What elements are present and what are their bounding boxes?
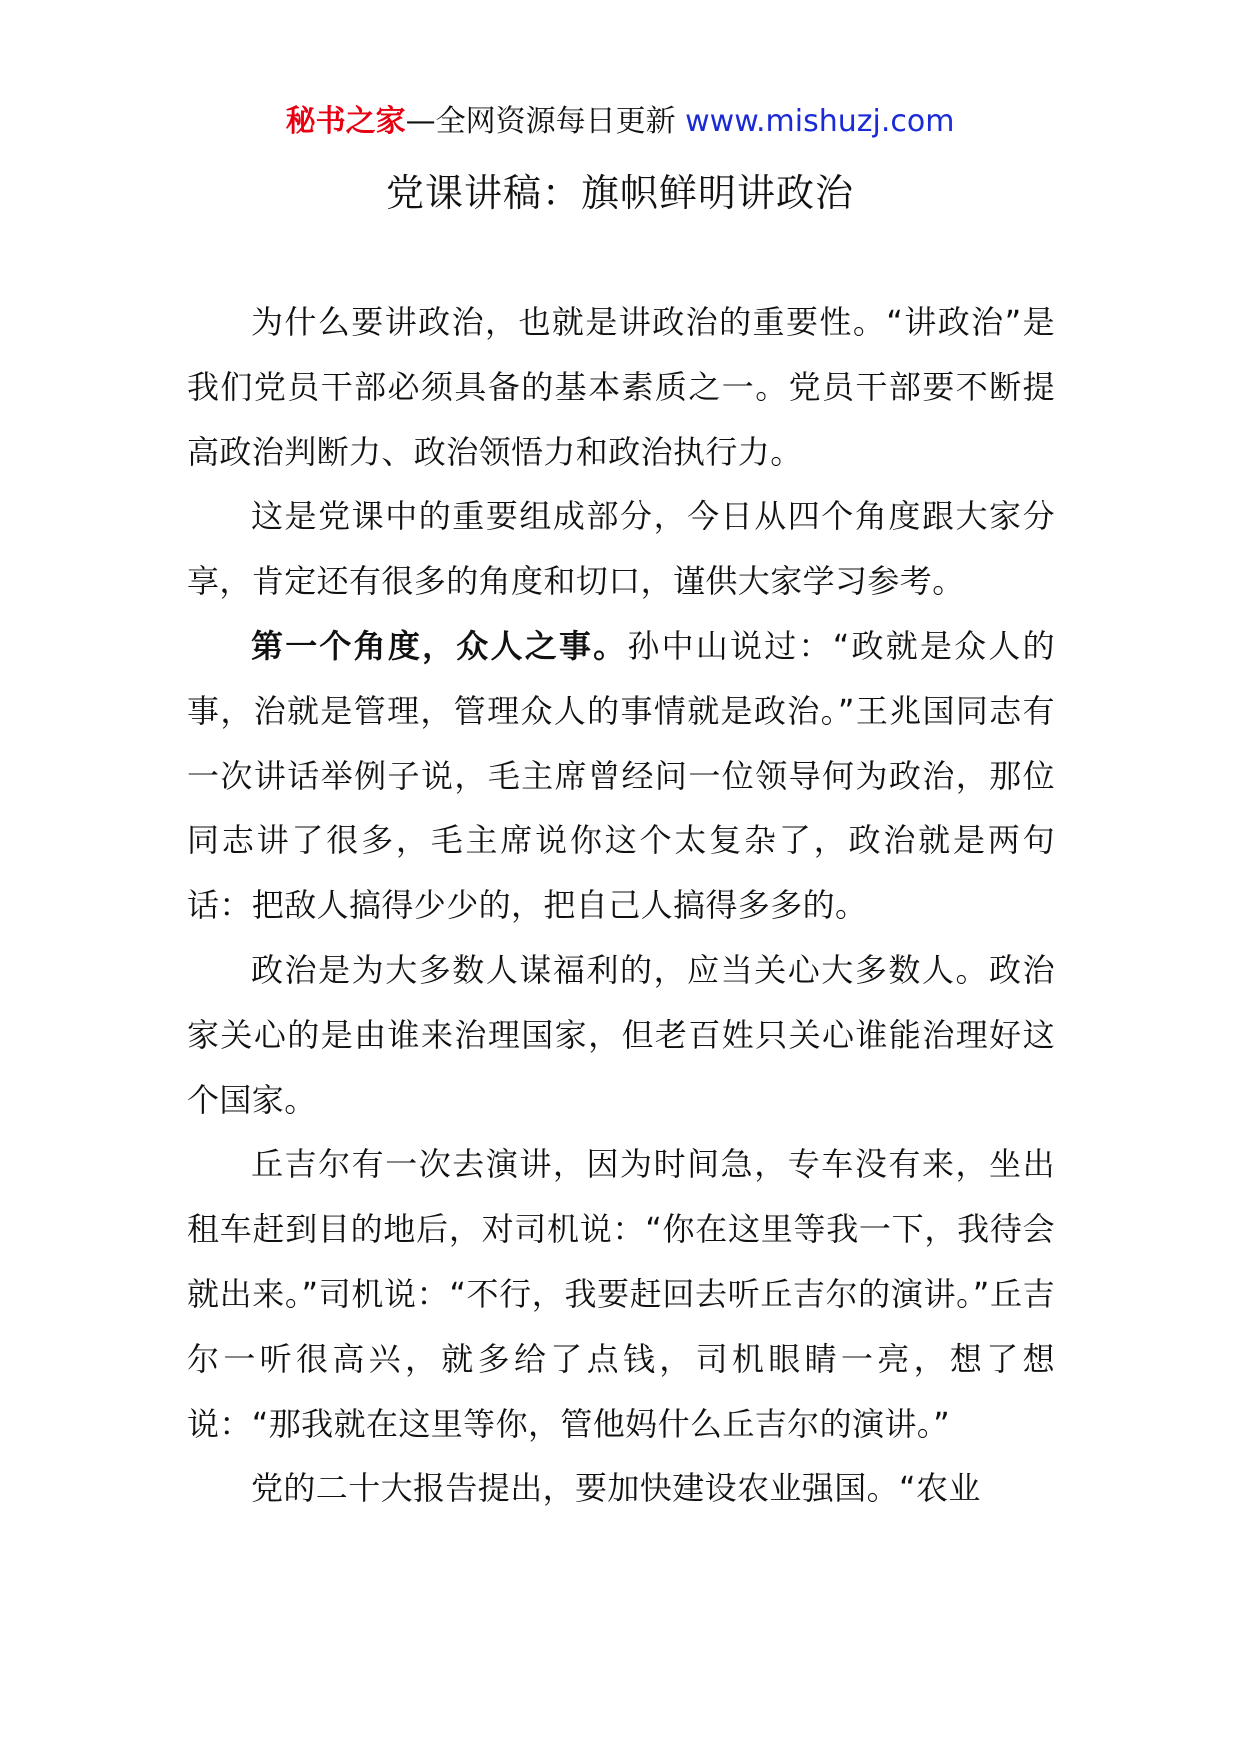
site-tagline: 全网资源每日更新 [435,104,676,139]
paragraph-text: 丘吉尔有一次去演讲，因为时间急，专车没有来，坐出租车赶到目的地后，对司机说：“你在这里等我一下，我待会就出来。”司机说：“不行，我要赶回去听丘吉尔的演讲。”丘吉尔一听很高兴，就多给了点钱，司机眼睛一亮，想了想说：“那我就在这里等你，管他妈什么丘吉尔的演讲。” [187,1145,1055,1443]
paragraph [187,484,1055,614]
site-brand: 秘书之家 [285,104,406,139]
paragraph [187,1456,1055,1521]
site-banner [0,102,1240,142]
paragraph [187,290,1055,484]
document-body [187,290,1055,1521]
paragraph-text: 为什么要讲政治，也就是讲政治的重要性。“讲政治”是我们党员干部必须具备的基本素质之一。党员干部要不断提高政治判断力、政治领悟力和政治执行力。 [187,303,1055,471]
site-url-link[interactable]: www.mishuzj.com [685,104,955,139]
paragraph [187,938,1055,1132]
paragraph-text: 孙中山说过：“政就是众人的事，治就是管理，管理众人的事情就是政治。”王兆国同志有一次讲话举例子说，毛主席曾经问一位领导何为政治，那位同志讲了很多，毛主席说你这个太复杂了，政治就是两句话：把敌人搞得少少的，把自己人搞得多多的。 [187,626,1056,925]
paragraph-text: 政治是为大多数人谋福利的，应当关心大多数人。政治家关心的是由谁来治理国家，但老百姓只关心谁能治理好这个国家。 [187,950,1055,1119]
paragraph [187,614,1055,938]
paragraph-text: 这是党课中的重要组成部分，今日从四个角度跟大家分享，肯定还有很多的角度和切口，谨供大家学习参考。 [187,497,1055,601]
document-title: 党课讲稿：旗帜鲜明讲政治 [385,171,854,215]
banner-separator: — [405,104,436,139]
paragraph-text: 党的二十大报告提出，要加快建设农业强国。“农业 [251,1469,981,1508]
paragraph [187,1132,1055,1456]
section-heading: 第一个角度，众人之事。 [251,626,628,665]
